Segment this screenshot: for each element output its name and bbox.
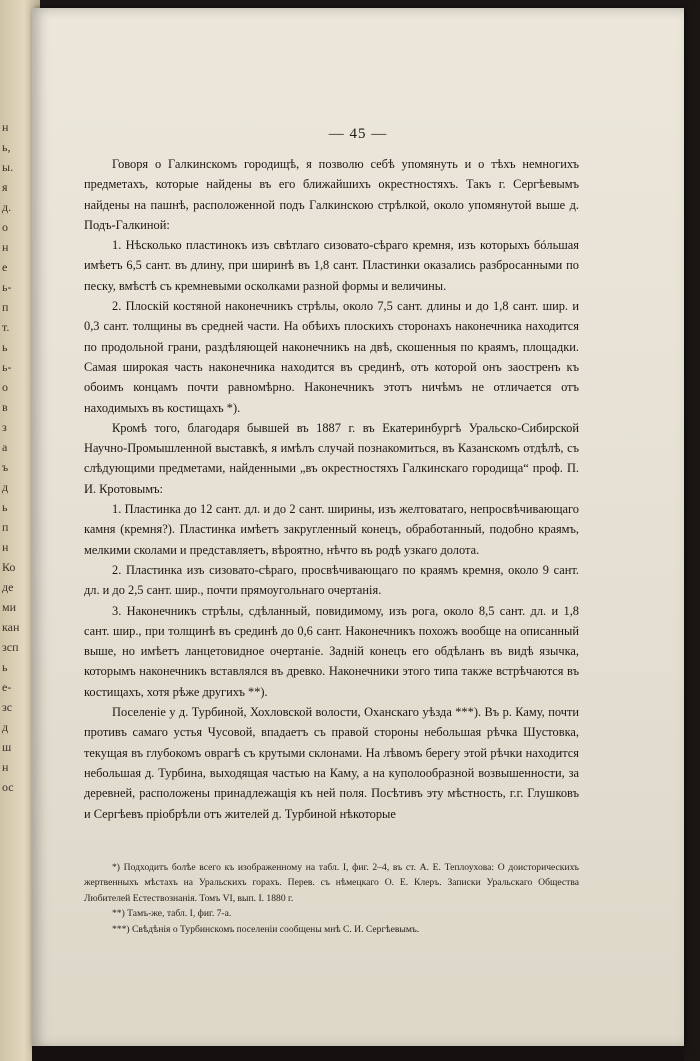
- left-page-fragment: ь-: [2, 280, 12, 294]
- left-page-fragment: ь: [2, 340, 8, 354]
- book-page: [32, 8, 684, 1048]
- left-page-fragment: ы.: [2, 160, 14, 174]
- footnote-2: **) Тамъ-же, табл. I, фиг. 7-а.: [112, 908, 232, 920]
- left-page-fragment: Ко: [2, 560, 16, 574]
- left-page-fragment: з: [2, 420, 7, 434]
- left-page-fragment: п: [2, 300, 9, 314]
- left-page-fragment: зс: [2, 700, 13, 714]
- paragraph-item-4: 2. Пластинка изъ сизовато-сѣраго, просвѣчивающаго по краямъ кремня, около 9 сант. дл. и до 2,5 сант. шир., почти прямоугольнаго очертанія.: [84, 562, 579, 598]
- left-page-fragment: о: [2, 220, 8, 234]
- left-page-fragment: н: [2, 760, 9, 774]
- left-page-fragment: ш: [2, 740, 12, 754]
- page-bottom-edge: [32, 1046, 684, 1061]
- paragraph-item-1: 1. Нѣсколько пластинокъ изъ свѣтлаго сизовато-сѣраго кремня, изъ которыхъ бóльшая имѣетъ 6,5 сант. въ длину, при ширинѣ въ 1,8 сант. Пластинки оказались разбросанными по песку, вмѣстѣ съ кремневыми осколками разной формы и величины.: [84, 238, 579, 293]
- left-page-fragment: д: [2, 480, 9, 494]
- left-page-fragment: н: [2, 240, 9, 254]
- left-page-fragment: д.: [2, 200, 12, 214]
- left-page-fragment: ос: [2, 780, 14, 794]
- left-page-fragment: н: [2, 540, 9, 554]
- paragraph-item-3: 1. Пластинка до 12 сант. дл. и до 2 сант. ширины, изъ желтоватаго, непросвѣчивающаго камня (кремня?). Пластинка имѣетъ закругленный конецъ, обработанный, подобно краямъ, мелкими сколами и представляетъ, вѣроятно, нѣчто въ родѣ узкаго долота.: [84, 502, 579, 557]
- left-page-fragment: п: [2, 520, 9, 534]
- footnotes: [84, 860, 579, 937]
- left-page-fragment: ь-: [2, 360, 12, 374]
- footnote-3: ***) Свѣдѣнія о Турбинскомъ поселеніи сообщены мнѣ С. И. Сергѣевымъ.: [112, 923, 420, 935]
- left-page-fragment: е-: [2, 680, 12, 694]
- left-page-fragment: ъ: [2, 460, 9, 474]
- left-page-fragment: д: [2, 720, 9, 734]
- left-page-fragment: н: [2, 120, 9, 134]
- left-page-fragment: де: [2, 580, 14, 594]
- left-page-fragment: о: [2, 380, 8, 394]
- left-page-fragment: в: [2, 400, 8, 414]
- left-page-fragment: ь,: [2, 140, 11, 154]
- left-page-fragment: е: [2, 260, 8, 274]
- main-text: [84, 154, 579, 824]
- footnote-1: *) Подходитъ болѣе всего къ изображенному на табл. I, фиг. 2–4, въ ст. А. Е. Теплоухова: О доисторическихъ жертвенныхъ мѣстахъ на Уральскихъ горахъ. Перев. съ нѣмецкаго О. Е. Клеръ. Записки Уральскаго Общества Любителей Естествознанія. Томъ VI, вып. I. 1880 г.: [84, 862, 579, 904]
- left-page-fragment: ми: [2, 600, 17, 614]
- paragraph-exhibition: Кромѣ того, благодаря бывшей въ 1887 г. въ Екатеринбургѣ Уральско-Сибирской Научно-Промышленной выставкѣ, я имѣлъ случай познакомиться, въ Казанскомъ отдѣлѣ, съ слѣдующими предметами, найденными „въ окрестностяхъ Галкинскаго городища“ проф. П. И. Кротовымъ:: [84, 420, 579, 496]
- left-page-fragment: зсп: [2, 640, 19, 654]
- paragraph-turbina: Поселеніе у д. Турбиной, Хохловской волости, Оханскаго уѣзда ***). Въ р. Каму, почти противъ самаго устья Чусовой, впадаетъ съ правой стороны небольшая рѣчка Шустовка, текущая въ глубокомъ оврагѣ съ крутыми склонами. На лѣвомъ берегу этой рѣчки находится небольшая д. Турбина, выходящая частью на Каму, а на куполообразной возвышенности, за деревней, расположены принадлежащія къ ней поля. Посѣтивъ эту мѣстность, г.г. Глушковъ и Сергѣевъ пріобрѣли отъ жителей д. Турбиной нѣкоторые: [84, 705, 579, 821]
- page-number: — 45 —: [328, 126, 388, 142]
- paragraph-item-5: 3. Наконечникъ стрѣлы, сдѣланный, повидимому, изъ рога, около 8,5 сант. дл. и 1,8 сант. шир., при толщинѣ въ срединѣ до 0,6 сант. Наконечникъ похожъ вообще на описанный выше, но имѣетъ ланцетовидное очертаніе. Задній конецъ его обдѣланъ въ видѣ язычка, которымъ наконечникъ вставлялся въ древко. Наконечники этого типа также встрѣчаются въ костищахъ, хотя рѣже другихъ **).: [84, 603, 579, 699]
- left-page-fragment: ь: [2, 660, 8, 674]
- paragraph-item-2: 2. Плоскій костяной наконечникъ стрѣлы, около 7,5 сант. длины и до 1,8 сант. шир. и 0,3 сант. толщины въ средней части. На обѣихъ плоскихъ сторонахъ наконечника находится по продольной грани, раздѣляющей наконечникъ на двѣ, скошенныя по краямъ, площадки. Самая широкая часть наконечника находится въ срединѣ, отъ которой онъ заостренъ къ обоимъ концамъ почти равномѣрно. Наконечникъ этотъ ничѣмъ не отличается отъ находимыхъ въ костищахъ *).: [84, 299, 579, 415]
- left-page-fragment: ь: [2, 500, 8, 514]
- left-page-fragment: я: [2, 180, 8, 194]
- left-page-fragment: а: [2, 440, 8, 454]
- left-page-fragment: т.: [2, 320, 10, 334]
- left-page-fragment: кан: [2, 620, 20, 634]
- paragraph-intro: Говоря о Галкинскомъ городищѣ, я позволю себѣ упомянуть и о тѣхъ немногихъ предметахъ, которые найдены въ его ближайшихъ окрестностяхъ. Такъ г. Сергѣевымъ найдены на пашнѣ, расположенной подъ Галкинскою стрѣлкой, около упомянутой выше д. Подъ-Галкиной:: [84, 157, 579, 232]
